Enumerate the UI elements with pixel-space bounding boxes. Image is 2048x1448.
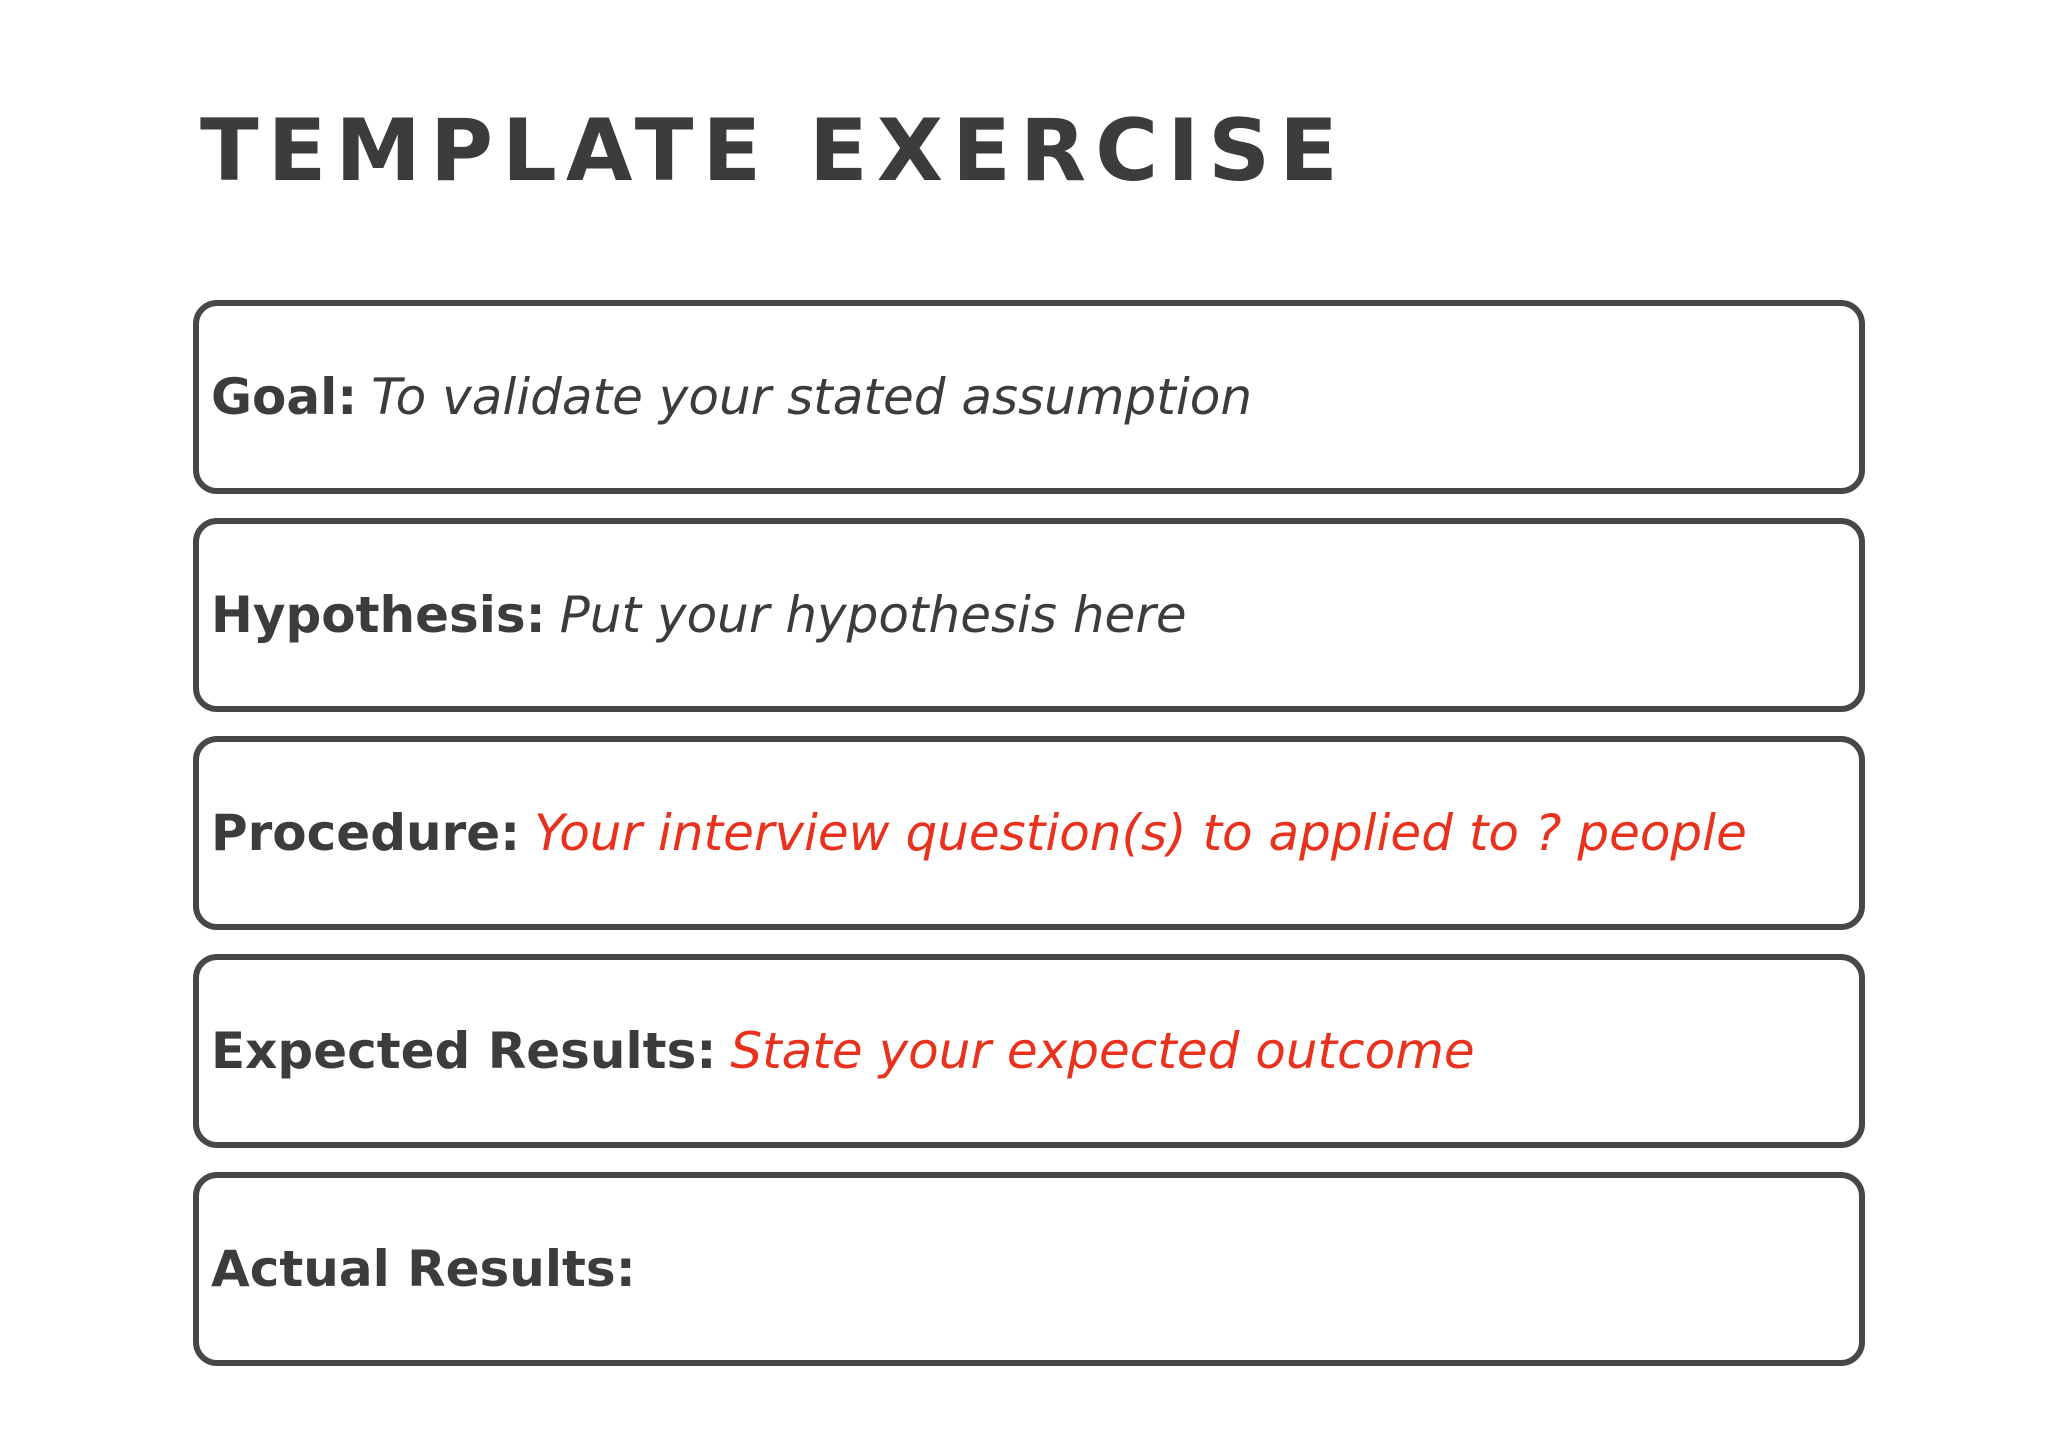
- expected-results-value: State your expected outcome: [730, 1022, 1475, 1080]
- page-title: TEMPLATE EXERCISE: [200, 101, 1347, 201]
- expected-results-label: Expected Results:: [211, 1022, 717, 1080]
- actual-results-label: Actual Results:: [211, 1240, 636, 1298]
- goal-field[interactable]: [193, 300, 1865, 494]
- expected-results-field[interactable]: [193, 954, 1865, 1148]
- exercise-fields: [193, 300, 1865, 1390]
- hypothesis-label: Hypothesis:: [211, 586, 546, 644]
- procedure-field[interactable]: [193, 736, 1865, 930]
- goal-value: To validate your stated assumption: [371, 368, 1253, 426]
- procedure-value: Your interview question(s) to applied to ? people: [534, 804, 1747, 862]
- procedure-label: Procedure:: [211, 804, 521, 862]
- actual-results-field[interactable]: [193, 1172, 1865, 1366]
- hypothesis-field[interactable]: [193, 518, 1865, 712]
- hypothesis-value: Put your hypothesis here: [559, 586, 1187, 644]
- goal-label: Goal:: [211, 368, 358, 426]
